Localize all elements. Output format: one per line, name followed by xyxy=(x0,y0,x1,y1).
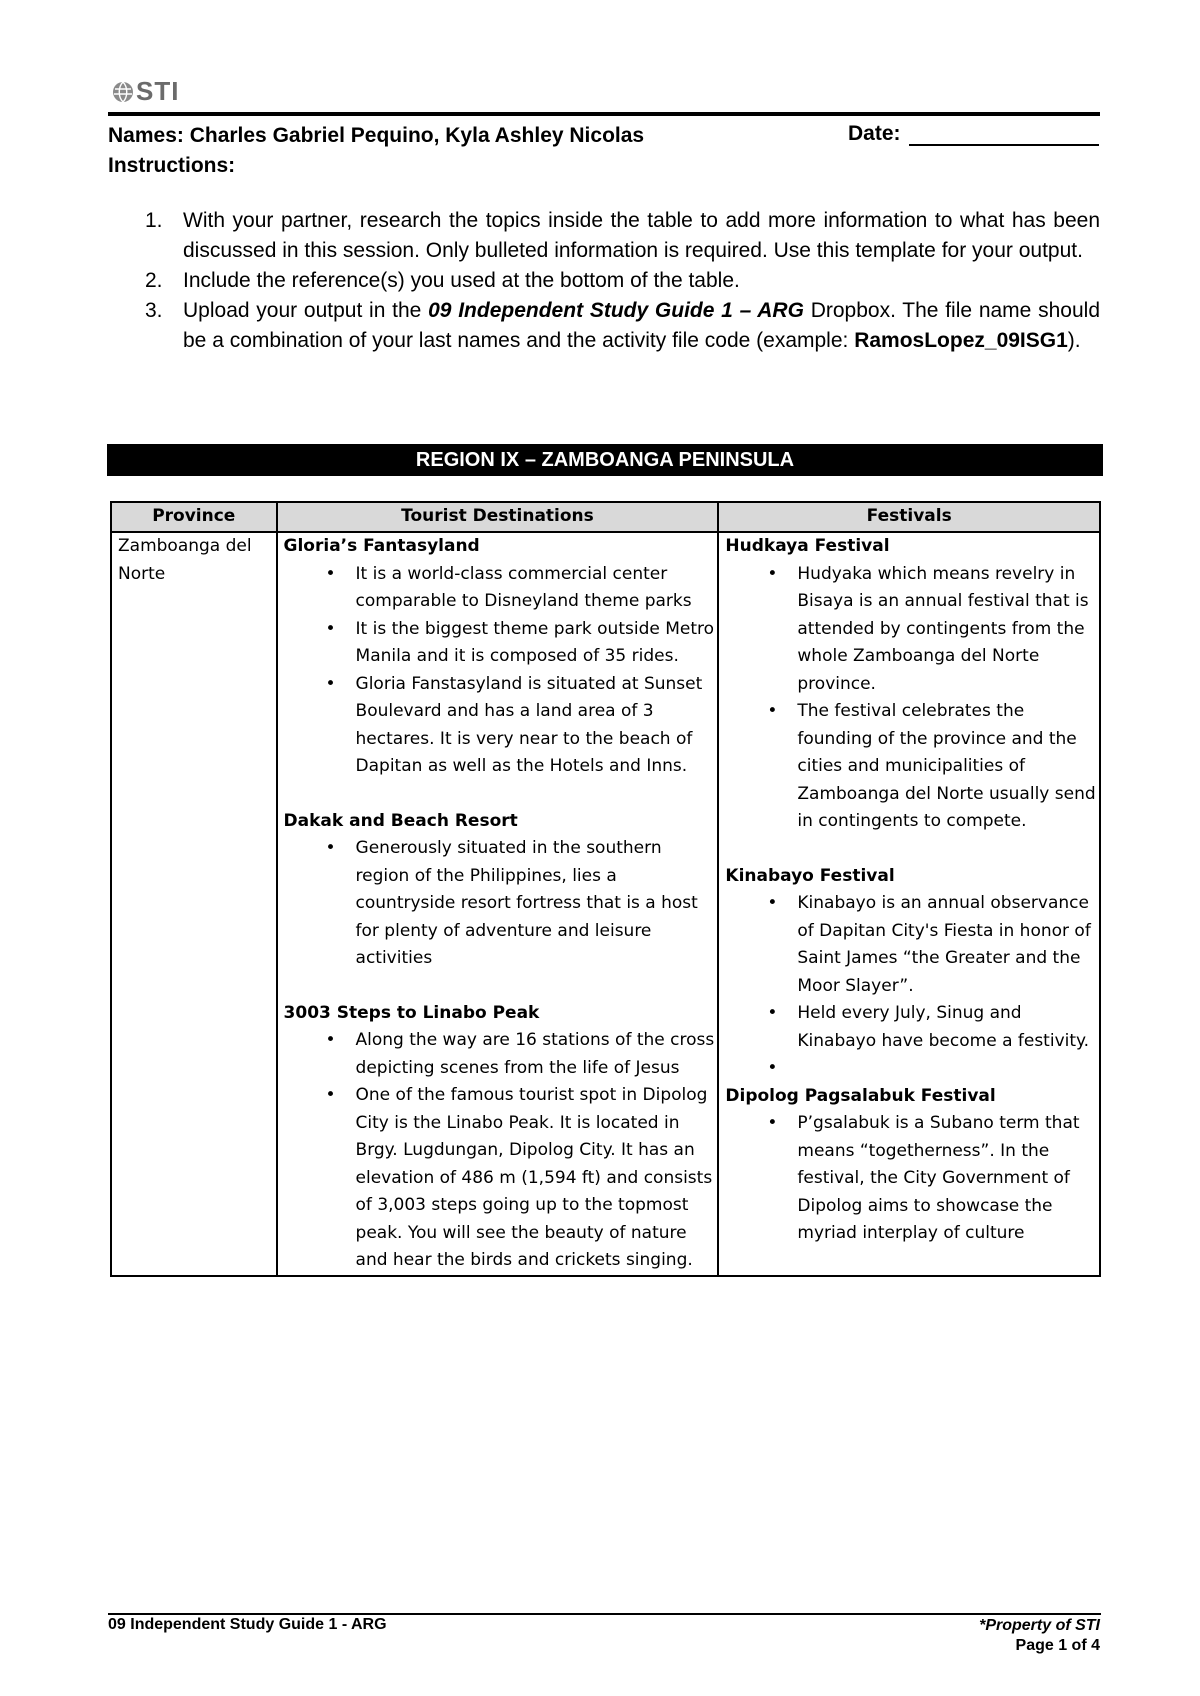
list-item: • One of the famous tourist spot in Dipolog City is the Linabo Peak. It is located in Brgy. Lugdungan, Dipolog City. It has an elevation of 486 m (1,594 ft) and consists of 3,003 steps going up to the topmost peak. You will see the beauty of nature and hear the birds and crickets singing. xyxy=(284,1082,716,1275)
instruction-number: 3. xyxy=(145,299,163,322)
footer-right xyxy=(979,1616,1100,1656)
instructions-label: Instructions: xyxy=(108,154,236,177)
list-item: • Gloria Fanstasyland is situated at Sunset Boulevard and has a land area of 3 hectares. It is very near to the beach of Dapitan as well as the Hotels and Inns. xyxy=(284,671,716,781)
list-item: • Along the way are 16 stations of the cross depicting scenes from the life of Jesus xyxy=(284,1027,716,1082)
footer-rule xyxy=(108,1613,1101,1615)
instruction-number: 1. xyxy=(145,209,163,232)
destinations-cell xyxy=(277,532,719,1276)
list-item: • Kinabayo is an annual observance of Dapitan City's Fiesta in honor of Saint James “the Greater and the Moor Slayer”. xyxy=(725,890,1097,1000)
instruction-text: Include the reference(s) you used at the bottom of the table. xyxy=(183,269,740,292)
names-line: Names: Charles Gabriel Pequino, Kyla Ashley Nicolas xyxy=(108,124,645,147)
instruction-text-part: Upload your output in the xyxy=(183,299,429,322)
logo-text: STI xyxy=(136,76,180,106)
list-item: • It is a world-class commercial center comparable to Disneyland theme parks xyxy=(284,561,716,616)
column-header-festivals: Festivals xyxy=(718,502,1100,532)
instruction-item xyxy=(145,266,1100,296)
instruction-text-part: ). xyxy=(1067,329,1081,352)
destination-title: 3003 Steps to Linabo Peak xyxy=(283,1002,540,1023)
instruction-text: With your partner, research the topics inside the table to add more information to what has been discussed in this session. Only bulleted information is required. Use this template for your output. xyxy=(183,209,1100,262)
list-item: • Hudyaka which means revelry in Bisaya is an annual festival that is attended by contingents from the whole Zamboanga del Norte province. xyxy=(725,561,1097,699)
list-item: • Generously situated in the southern region of the Philippines, lies a countryside resort fortress that is a host for plenty of adventure and leisure activities xyxy=(284,835,716,973)
bullet-list xyxy=(284,1027,716,1275)
bullet-list xyxy=(284,561,716,781)
footer-property: *Property of STI xyxy=(979,1617,1100,1634)
column-header-destinations: Tourist Destinations xyxy=(277,502,719,532)
header-rule xyxy=(108,112,1100,116)
instructions-list xyxy=(145,206,1100,356)
festival-title: Kinabayo Festival xyxy=(725,865,895,886)
list-item: • The festival celebrates the founding of the province and the cities and municipalities of Zamboanga del Norte usually send in contingents to compete. xyxy=(725,698,1097,836)
destination-title: Gloria’s Fantasyland xyxy=(283,536,480,556)
bullet-list xyxy=(725,890,1097,1083)
column-header-province: Province xyxy=(111,502,277,532)
instruction-item xyxy=(145,206,1100,266)
table-row xyxy=(111,532,1100,1276)
date-blank xyxy=(909,122,1099,146)
destination-title: Dakak and Beach Resort xyxy=(283,810,518,831)
globe-icon xyxy=(112,81,134,103)
list-item: • It is the biggest theme park outside Metro Manila and it is composed of 35 rides. xyxy=(284,616,716,671)
instruction-text xyxy=(183,296,1100,356)
date-field xyxy=(848,122,1099,146)
region-title-bar: REGION IX – ZAMBOANGA PENINSULA xyxy=(107,444,1103,476)
festivals-cell xyxy=(718,532,1100,1276)
bullet-list xyxy=(284,835,716,973)
date-label: Date: xyxy=(848,122,901,145)
sti-logo xyxy=(112,76,179,107)
instruction-item xyxy=(145,296,1100,356)
bullet-list xyxy=(725,561,1097,836)
instruction-number: 2. xyxy=(145,269,163,292)
list-item: • Held every July, Sinug and Kinabayo have become a festivity. xyxy=(725,1000,1097,1055)
region-table xyxy=(110,501,1101,1277)
table-header-row xyxy=(111,502,1100,532)
festival-title: Dipolog Pagsalabuk Festival xyxy=(725,1085,996,1106)
dropbox-name: 09 Independent Study Guide 1 – ARG xyxy=(428,299,804,322)
list-item-empty xyxy=(725,1055,1097,1083)
file-name-example: RamosLopez_09ISG1 xyxy=(854,329,1068,352)
instruction-text-part: Dropbox. The file name should be a combination of your last names and the activity file code (example: xyxy=(183,299,1100,352)
page-number: Page 1 of 4 xyxy=(1015,1637,1100,1654)
footer-document-title: 09 Independent Study Guide 1 - ARG xyxy=(108,1616,387,1633)
list-item: • P’gsalabuk is a Subano term that means “togetherness”. In the festival, the City Government of Dipolog aims to showcase the myriad interplay of culture xyxy=(725,1110,1097,1248)
bullet-list xyxy=(725,1110,1097,1248)
province-cell: Zamboanga del Norte xyxy=(111,532,277,1276)
festival-title: Hudkaya Festival xyxy=(725,536,890,556)
